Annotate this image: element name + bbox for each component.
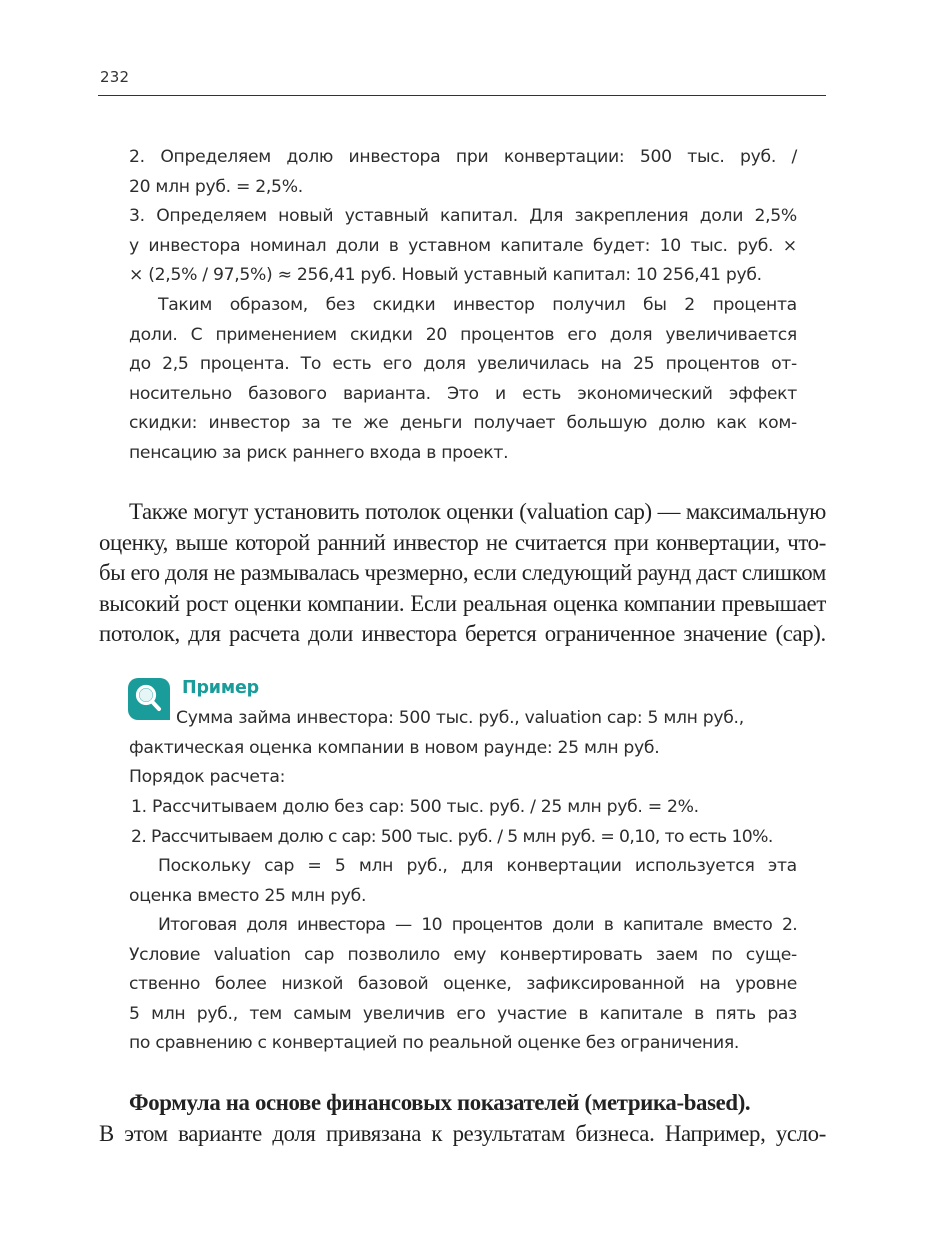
- text-line: 3. Определяем новый уставный капитал. Для закрепления доли 2,5%: [129, 206, 797, 226]
- text-line: × (2,5% / 97,5%) ≈ 256,41 руб. Новый уставный капитал: 10 256,41 руб.: [129, 265, 762, 285]
- text-line: высокий рост оценки компании. Если реальная оценка компании превышает: [99, 590, 826, 616]
- page-number: 232: [100, 68, 130, 86]
- section-heading: Формула на основе финансовых показателей (метрика-based).: [129, 1090, 751, 1115]
- text-line: Сумма займа инвестора: 500 тыс. руб., valuation cap: 5 млн руб.,: [176, 708, 744, 728]
- procedure-label: Порядок расчета:: [129, 767, 286, 787]
- text-line: Также могут установить потолок оценки (valuation cap) — максимальную: [129, 499, 826, 524]
- step-3: [129, 202, 797, 291]
- valuation-cap-paragraph: [99, 497, 826, 650]
- example-step: 1. Рассчитываем долю без cap: 500 тыс. руб. / 25 млн руб. = 2%.: [131, 797, 699, 817]
- text-line: носительно базового варианта. Это и есть экономический эффект: [129, 383, 797, 404]
- example-result: [129, 911, 797, 1059]
- text-line: доли. С применением скидки 20 процентов его доля увеличивается: [129, 324, 797, 345]
- text-line: скидки: инвестор за те же деньги получает большую долю как ком-: [129, 413, 797, 433]
- text-line: до 2,5 процента. То есть его доля увеличилась на 25 процентов от-: [129, 354, 797, 374]
- text-line: ственно более низкой базовой оценке, зафиксированной на уровне: [129, 974, 797, 994]
- text-line: по сравнению с конвертацией по реальной оценке без ограничения.: [129, 1033, 740, 1053]
- text-line: Условие valuation cap позволило ему конвертировать заем по суще-: [129, 944, 797, 965]
- text-line: оценку, выше которой ранний инвестор не считается при конвертации, что-: [99, 529, 826, 555]
- conclusion-paragraph: [129, 291, 797, 468]
- text-line: Поскольку cap = 5 млн руб., для конвертации используется эта: [158, 856, 797, 876]
- example-title: Пример: [182, 678, 259, 698]
- text-line: оценка вместо 25 млн руб.: [129, 885, 367, 906]
- text-line: у инвестора номинал доли в уставном капитале будет: 10 тыс. руб. ×: [129, 235, 797, 256]
- text-line: фактическая оценка компании в новом раунде: 25 млн руб.: [129, 737, 660, 758]
- example-note: [129, 852, 797, 911]
- text-line: В этом варианте доля привязана к результатам бизнеса. Например, усло-: [99, 1120, 826, 1146]
- text-line: 2. Определяем долю инвестора при конвертации: 500 тыс. руб. /: [129, 147, 797, 167]
- example-steps: [131, 793, 799, 852]
- text-line: 20 млн руб. = 2,5%.: [129, 176, 303, 197]
- text-line: Таким образом, без скидки инвестор получил бы 2 процента: [158, 295, 797, 315]
- text-line: потолок, для расчета доли инвестора берется ограниченное значение (cap).: [99, 621, 826, 646]
- step-2: [129, 143, 797, 202]
- example-step: 2. Рассчитываем долю с cap: 500 тыс. руб. / 5 млн руб. = 0,10, то есть 10%.: [131, 826, 773, 847]
- text-line: бы его доля не размывалась чрезмерно, если следующий раунд даст слишком: [99, 560, 826, 585]
- text-line: пенсацию за риск раннего входа в проект.: [129, 442, 509, 463]
- text-line: Итоговая доля инвестора — 10 процентов доли в капитале вместо 2.: [158, 915, 797, 935]
- metric-section: [99, 1088, 826, 1149]
- example-intro: [129, 704, 797, 793]
- text-line: 5 млн руб., тем самым увеличив его участие в капитале в пять раз: [129, 1003, 797, 1024]
- header-rule: [98, 95, 826, 96]
